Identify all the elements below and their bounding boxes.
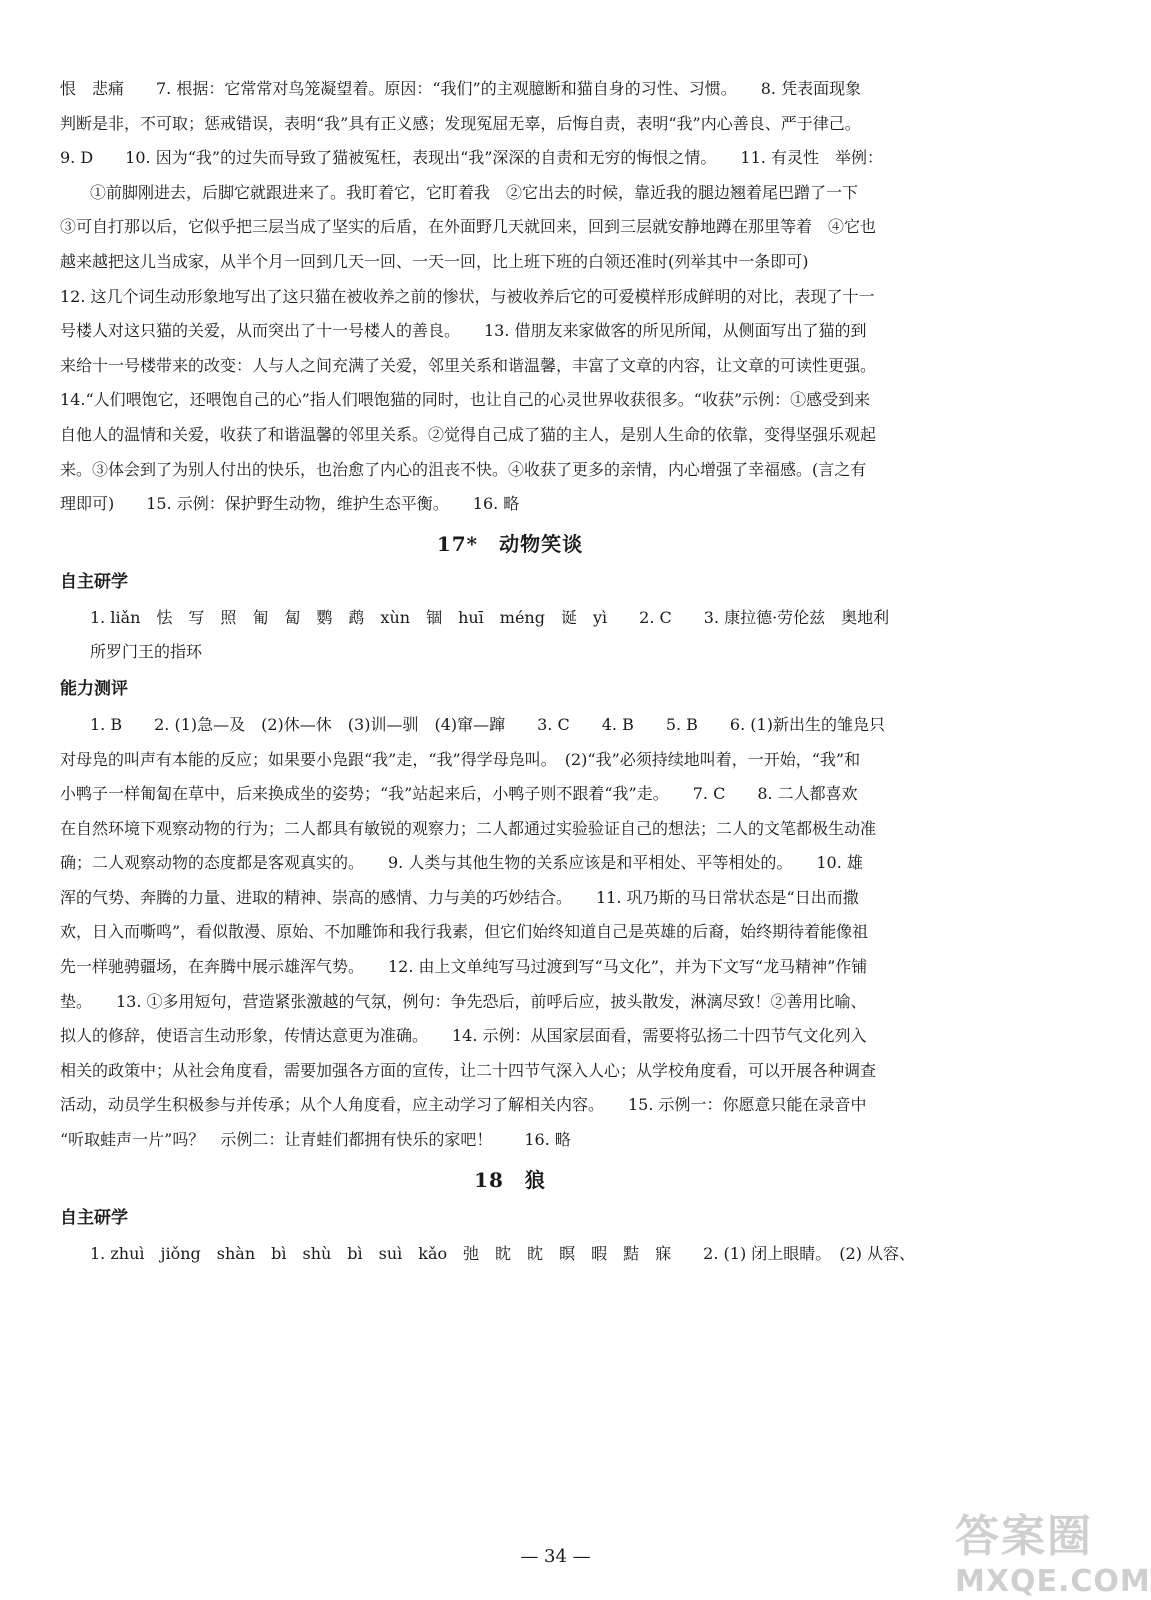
answer-line: 9. D 10. 因为“我”的过失而导致了猫被冤枉，表现出“我”深深的自责和无穷的悔恨之情。 11. 有灵性 举例： <box>60 148 883 168</box>
answer-line: 来给十一号楼带来的改变：人与人之间充满了关爱，邻里关系和谐温馨，丰富了文章的内容，让文章的可读性更强。 <box>60 355 877 375</box>
section-title: 17* 动物笑谈 <box>436 531 584 556</box>
answer-line: “听取蛙声一片”吗？ 示例二：让青蛙们都拥有快乐的家吧！ 16. 略 <box>60 1130 571 1150</box>
answer-line: 号楼人对这只猫的关爱，从而突出了十一号楼人的善良。 13. 借朋友来家做客的所见所闻，从侧面写出了猫的到 <box>60 321 867 341</box>
answer-line: 恨 悲痛 7. 根据：它常常对鸟笼凝望着。原因：“我们”的主观臆断和猫自身的习性、习惯。 8. 凭表面现象 <box>60 79 862 98</box>
answer-line: ①前脚刚进去，后脚它就跟进来了。我盯着它，它盯着我 ②它出去的时候，靠近我的腿边翘着尾巴蹭了一下 <box>90 182 859 202</box>
answer-line: 1. zhuì jiǒng shàn bì shù bì suì kǎo 弛 眈 眈 瞑 暇 黠 寐 2. (1) 闭上眼睛。 (2) 从容、 <box>90 1243 916 1263</box>
answer-line: ③可自打那以后，它似乎把三层当成了坚实的后盾，在外面野几天就回来，回到三层就安静地蹲在那里等着 ④它也 <box>60 217 877 237</box>
answer-line: 垫。 13. ①多用短句，营造紧张激越的气氛，例句：争先恐后，前呼后应，披头散发，淋漓尽致！②善用比喻、 <box>60 991 867 1011</box>
answer-line: 12. 这几个词生动形象地写出了这只猫在被收养之前的惨状，与被收养后它的可爱模样形成鲜明的对比，表现了十一 <box>60 286 875 306</box>
answer-line: 欢，日入而嘶鸣”，看似散漫、原始、不加雕饰和我行我素，但它们始终知道自己是英雄的后裔，始终期待着能像祖 <box>60 922 869 942</box>
answer-line: 越来越把这儿当成家，从半个月一回到几天一回、一天一回，比上班下班的白领还准时(列举其中一条即可) <box>60 251 809 271</box>
subsection-heading: 自主研学 <box>60 571 128 592</box>
answer-line: 确；二人观察动物的态度都是客观真实的。 9. 人类与其他生物的关系应该是和平相处、平等相处的。 10. 雄 <box>60 853 863 873</box>
answer-line: 14.“人们喂饱它，还喂饱自己的心”指人们喂饱猫的同时，也让自己的心灵世界收获很多。“收获”示例：①感受到来 <box>60 390 871 410</box>
answer-line: 1. liǎn 怯 写 照 匍 匐 鹦 鹉 xùn 锢 huī méng 诞 yì 2. C 3. 康拉德·劳伦兹 奥地利 <box>90 607 890 627</box>
answer-line: 对母凫的叫声有本能的反应；如果要小凫跟“我”走，“我”得学母凫叫。 (2)“我”必须持续地叫着，一开始，“我”和 <box>60 749 861 769</box>
answer-line: 理即可) 15. 示例：保护野生动物，维护生态平衡。 16. 略 <box>60 494 520 514</box>
watermark-logo <box>955 1500 1151 1600</box>
watermark-url: MXQE.COM <box>955 1564 1151 1599</box>
answer-line: 浑的气势、奔腾的力量、进取的精神、崇高的感情、力与美的巧妙结合。 11. 巩乃斯的马日常状态是“日出而撒 <box>60 887 859 907</box>
answer-line: 活动，动员学生积极参与并传承；从个人角度看，应主动学习了解相关内容。 15. 示例一：你愿意只能在录音中 <box>60 1095 867 1115</box>
answers-top-block <box>60 72 960 522</box>
subsection-heading: 自主研学 <box>60 1207 128 1228</box>
section-17 <box>60 528 960 1158</box>
answer-line: 所罗门王的指环 <box>90 642 203 662</box>
answer-line: 判断是非，不可取；惩戒错误，表明“我”具有正义感；发现冤屈无辜，后悔自责，表明“我”内心善良、严于律己。 <box>60 113 861 133</box>
answer-line: 先一样驰骋疆场，在奔腾中展示雄浑气势。 12. 由上文单纯写马过渡到写“马文化”，并为下文写“龙马精神”作铺 <box>60 957 868 977</box>
answer-line: 小鸭子一样匍匐在草中，后来换成坐的姿势；“我”站起来后，小鸭子则不跟着“我”走。 7. C 8. 二人都喜欢 <box>60 784 858 804</box>
watermark-text: 答案圈 <box>955 1511 1093 1562</box>
answer-page <box>60 72 960 1271</box>
section-title: 18 狼 <box>474 1167 546 1192</box>
answer-line: 在自然环境下观察动物的行为；二人都具有敏锐的观察力；二人都通过实验验证自己的想法；二人的文笔都极生动准 <box>60 818 877 838</box>
answer-line: 来。③体会到了为别人付出的快乐，也治愈了内心的沮丧不快。④收获了更多的亲情，内心增强了幸福感。(言之有 <box>60 459 867 479</box>
answer-line: 相关的政策中；从社会角度看，需要加强各方面的宣传，让二十四节气深入人心；从学校角度看，可以开展各种调查 <box>60 1060 877 1080</box>
answer-line: 拟人的修辞，使语言生动形象，传情达意更为准确。 14. 示例：从国家层面看，需要将弘扬二十四节气文化列入 <box>60 1026 867 1046</box>
subsection-heading: 能力测评 <box>60 678 128 699</box>
section-18 <box>60 1164 960 1272</box>
answer-line: 自他人的温情和关爱，收获了和谐温馨的邻里关系。②觉得自己成了猫的主人，是别人生命的依靠，变得坚强乐观起 <box>60 424 877 444</box>
answer-line: 1. B 2. (1)急—及 (2)休—休 (3)训—驯 (4)窜—蹿 3. C 4. B 5. B 6. (1)新出生的雏凫只 <box>90 714 885 734</box>
page-number: — 34 — <box>520 1546 591 1567</box>
